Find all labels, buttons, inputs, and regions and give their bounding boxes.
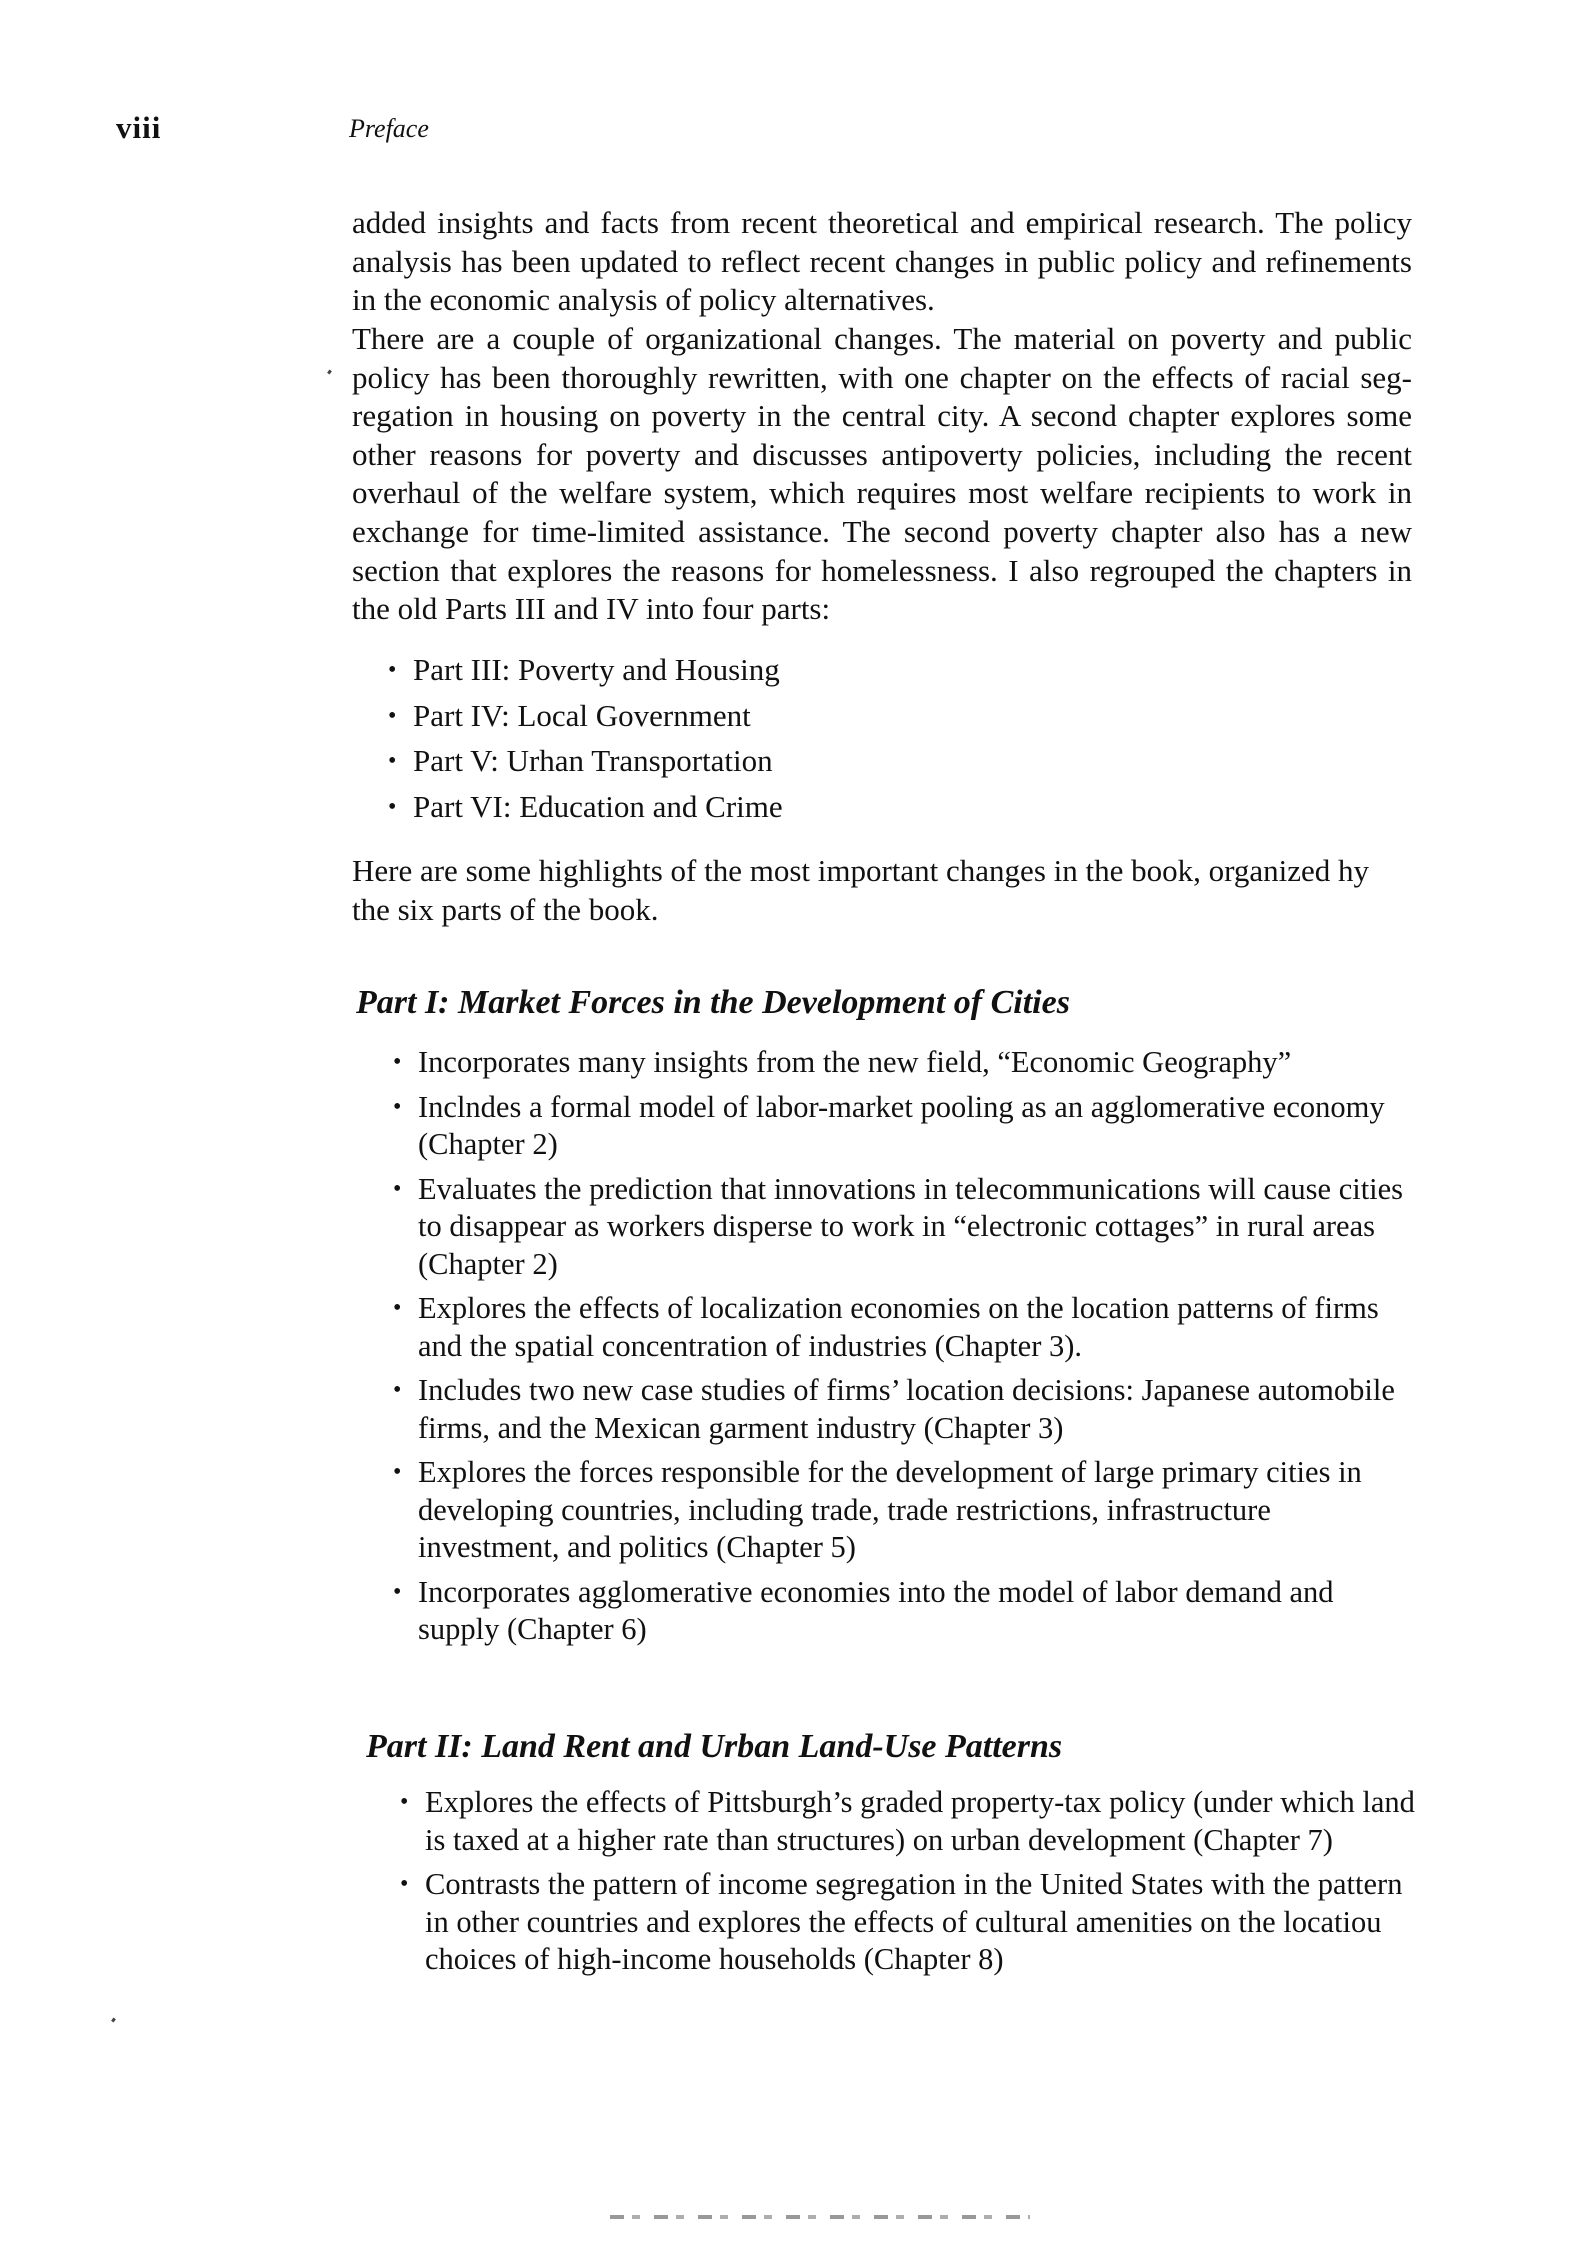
bullet-icon: • [393, 1459, 402, 1485]
list-item [393, 1454, 1413, 1567]
list-item [393, 1290, 1413, 1365]
paragraph: Here are some highlights of the most important changes in the book, organized hy the six parts of the book. [352, 853, 1370, 927]
bullet-icon: • [388, 657, 397, 683]
list-item-text: Incorporates agglomerative economies into the model of labor demand and supply (Chapter 6) [418, 1574, 1334, 1646]
list-item [388, 788, 783, 834]
page-number: viii [116, 110, 162, 145]
paragraph: There are a couple of organizational changes. The material on poverty and public policy has been thoroughly rewritten, with one chapter on the effects of racial seg-regation in housing on poverty in the central city. A second chapter explores some other reasons for poverty and discusses antipoverty policies, including the recent overhaul of the welfare system, which requires most welfare recipients to work in exchange for time-limited assistance. The second poverty chapter also has a new section that explores the reasons for homelessness. I also regrouped the chapters in the old Parts III and IV into four parts: [352, 321, 1412, 627]
list-item [388, 651, 783, 697]
bullet-icon: • [393, 1578, 402, 1605]
list-item [393, 1044, 1413, 1082]
list-item-text: Contrasts the pattern of income segregation in the United States with the pattern in other countries and explores the effects of cultural amenities on the locatiou choices of high-income households (Chapter 8) [425, 1867, 1403, 1976]
list-item-text: Includes two new case studies of firms’ location decisions: Japanese automobile firms, and the Mexican garment industry (Chapter 3) [418, 1373, 1395, 1445]
bullet-icon: • [393, 1049, 402, 1075]
section-heading: Part I: Market Forces in the Development of Cities [356, 984, 1070, 1021]
list-item [400, 1866, 1425, 1979]
highlights-list [400, 1784, 1425, 1986]
list-item-text: Explores the effects of Pittsburgh’s graded property-tax policy (under which land is taxed at a higher rate than structures) on urban development (Chapter 7) [425, 1785, 1415, 1857]
list-item [393, 1171, 1413, 1284]
list-item-text: Part VI: Education and Crime [413, 788, 783, 824]
paragraph: added insights and facts from recent theoretical and empirical research. The policy analysis has been updated to reflect recent changes in public policy and refinements in the economic analysis of policy alternatives. [352, 205, 1412, 318]
highlights-list [393, 1044, 1413, 1656]
bullet-icon: • [400, 1871, 409, 1897]
scan-mark [327, 370, 332, 375]
list-item-text: Evaluates the prediction that innovations in telecommunications will cause cities to disappear as workers disperse to work in “electronic cottages” in rural areas (Chapter 2) [418, 1171, 1404, 1281]
list-item [400, 1784, 1425, 1859]
bullet-icon: • [400, 1789, 409, 1815]
list-item [393, 1089, 1413, 1164]
section-heading: Part II: Land Rent and Urban Land-Use Patterns [366, 1728, 1063, 1765]
list-item [388, 697, 783, 743]
list-item [393, 1574, 1413, 1649]
running-head: Preface [349, 114, 429, 143]
bullet-icon: • [393, 1377, 402, 1403]
list-item-text: Explores the forces responsible for the development of large primary cities in developing countries, including trade, trade restrictions, infrastructure investment, and politics (Chapter 5) [418, 1455, 1362, 1564]
list-item-text: Inclndes a formal model of labor-market pooling as an agglomerative economy (Chapter 2) [418, 1089, 1385, 1161]
bullet-icon: • [393, 1093, 402, 1120]
bullet-icon: • [393, 1295, 402, 1321]
bullet-icon: • [393, 1175, 402, 1202]
scan-mark [111, 2018, 116, 2023]
list-item-text: Part IV: Local Government [413, 697, 751, 733]
bullet-icon: • [388, 793, 397, 820]
bullet-icon: • [388, 702, 397, 729]
bullet-icon: • [388, 748, 397, 774]
scan-artifact [610, 2215, 1030, 2219]
list-item-text: Part III: Poverty and Housing [413, 652, 780, 687]
list-item-text: Part V: Urhan Transportation [413, 743, 773, 778]
parts-list [388, 651, 783, 833]
list-item-text: Explores the effects of localization economies on the location patterns of firms and the spatial concentration of industries (Chapter 3). [418, 1291, 1379, 1363]
list-item [393, 1372, 1413, 1447]
list-item [388, 742, 783, 788]
list-item-text: Incorporates many insights from the new field, “Economic Geography” [418, 1045, 1292, 1079]
